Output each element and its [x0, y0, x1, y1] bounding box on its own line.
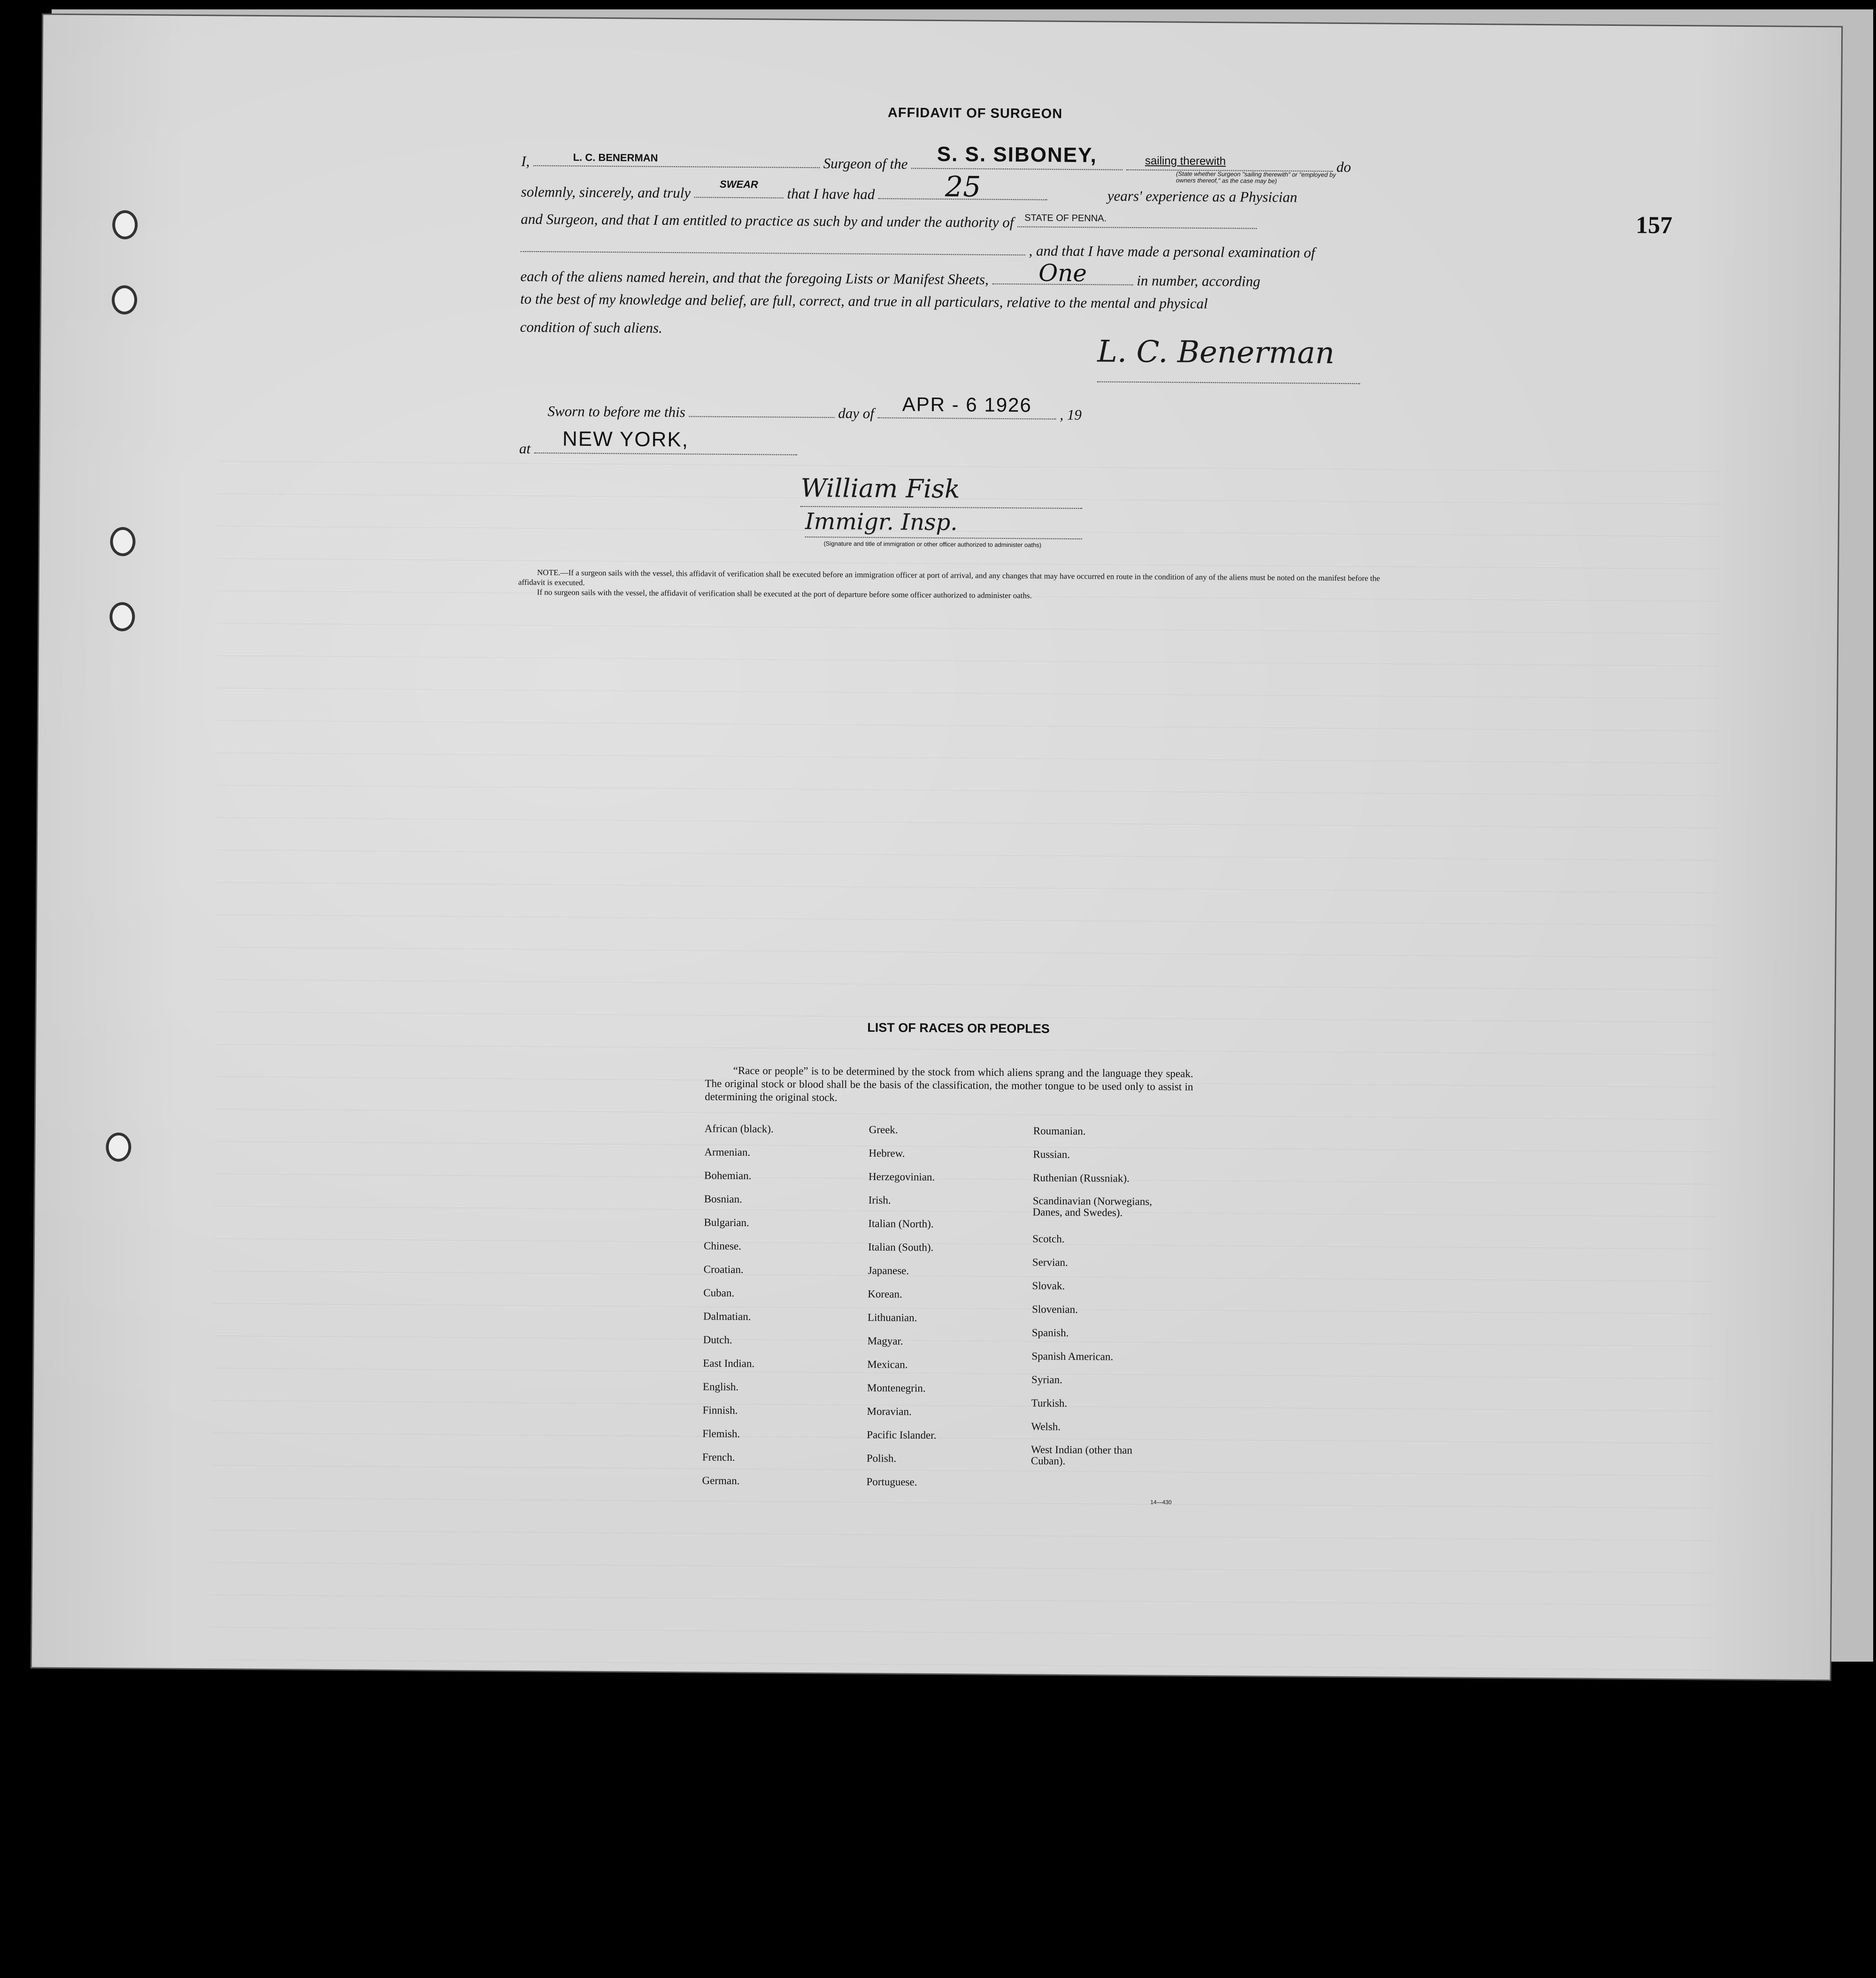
sailing-status: sailing therewith: [1145, 154, 1226, 168]
form-code: 14—430: [1150, 1499, 1172, 1506]
sheets-count-field: [992, 259, 1133, 287]
race-item: Spanish.: [1031, 1326, 1069, 1339]
race-item: Bulgarian.: [704, 1216, 749, 1229]
race-item: Korean.: [868, 1288, 902, 1300]
officer-signature: William Fisk: [800, 473, 1082, 509]
race-item: Greek.: [869, 1124, 898, 1136]
race-item: Scandinavian (Norwegians, Danes, and Swedes).: [1032, 1195, 1153, 1219]
affidavit-line-5: each of the aliens named herein, and that the foregoing Lists or Manifest Sheets, One in number, according: [520, 259, 1261, 290]
race-item: Hebrew.: [869, 1147, 905, 1159]
authority-continuation-field: [521, 234, 1025, 256]
race-item: Irish.: [868, 1194, 891, 1206]
vessel-name: S. S. SIBONEY,: [937, 142, 1097, 167]
affidavit-line-3: and Surgeon, and that I am entitled to practice as such by and under the authority of STATE OF PENNA.: [521, 206, 1257, 233]
race-item: Servian.: [1032, 1256, 1068, 1268]
race-item: Italian (North).: [868, 1218, 934, 1230]
race-item: Slovenian.: [1032, 1303, 1078, 1316]
race-item: Flemish.: [702, 1427, 740, 1440]
race-item: Turkish.: [1031, 1397, 1068, 1409]
binder-hole-icon: [106, 1133, 131, 1162]
race-item: Lithuanian.: [867, 1311, 917, 1324]
race-item: German.: [702, 1474, 740, 1487]
affidavit-line-6: to the best of my knowledge and belief, are full, correct, and true in all particulars, relative to the mental and physical: [520, 290, 1208, 312]
sailing-status-field: [1126, 152, 1333, 172]
race-item: Japanese.: [868, 1265, 909, 1277]
races-intro: “Race or people” is to be determined by the stock from which aliens sprang and the language they speak. The original stock or blood shall be the basis of the classification, the mother tongue to be used only to assist in determining the original stock.: [705, 1064, 1193, 1104]
manifest-page: [32, 15, 1841, 1680]
race-item: Italian (South).: [868, 1241, 934, 1253]
race-item: Roumanian.: [1033, 1125, 1086, 1137]
officer-title-signature: Immigr. Insp.: [805, 508, 1082, 539]
affidavit-note: [518, 567, 1406, 603]
note-no-surgeon: If no surgeon sails with the vessel, the affidavit of verification shall be executed at the port of departure before some officer authorized to administer oaths.: [537, 588, 1032, 600]
sailing-status-instruction: (State whether Surgeon "sailing therewith" or "employed by owners thereof," as the case may be): [1176, 170, 1336, 185]
page-number: 157: [1636, 212, 1673, 239]
race-item: Mexican.: [867, 1358, 908, 1371]
sworn-line: Sworn to before me this day of APR - 6 1926 , 19: [547, 393, 1082, 423]
race-item: Portuguese.: [866, 1475, 917, 1488]
officer-caption: (Signature and title of immigration or other officer authorized to administer oaths): [823, 540, 1042, 549]
affidavit-title: AFFIDAVIT OF SURGEON: [887, 105, 1063, 122]
years-field: [878, 170, 1047, 204]
surgeon-name: L. C. BENERMAN: [573, 151, 658, 164]
date-field: [878, 393, 1056, 420]
race-item: Montenegrin.: [867, 1381, 926, 1394]
oath-word: SWEAR: [719, 178, 758, 191]
race-item: Russian.: [1033, 1148, 1070, 1160]
sworn-day-field: [689, 399, 834, 418]
place-value: NEW YORK,: [562, 427, 689, 452]
binder-holes: [102, 15, 142, 1668]
authority-value: STATE OF PENNA.: [1024, 213, 1107, 224]
affidavit-of-surgeon: [519, 89, 1414, 549]
race-item: Finnish.: [702, 1404, 738, 1417]
authority-field: [1017, 209, 1257, 229]
race-item: Pacific Islander.: [867, 1428, 937, 1441]
race-item: Bohemian.: [704, 1169, 752, 1182]
race-item: Cuban.: [703, 1287, 735, 1299]
race-item: Dutch.: [703, 1334, 732, 1346]
place-line: at NEW YORK,: [519, 434, 797, 459]
affidavit-line-4: , and that I have made a personal examination of: [521, 234, 1315, 261]
race-item: East Indian.: [703, 1357, 755, 1370]
race-item: Scotch.: [1032, 1233, 1065, 1245]
binder-hole-icon: [109, 602, 135, 631]
race-item: Chinese.: [703, 1240, 742, 1252]
vessel-field: [911, 142, 1123, 170]
sheets-count: One: [1038, 259, 1087, 287]
surgeon-name-field: [533, 147, 820, 168]
races-title: LIST OF RACES OR PEOPLES: [867, 1020, 1050, 1036]
binder-hole-icon: [112, 210, 138, 239]
race-item: Polish.: [866, 1452, 897, 1464]
race-item: Armenian.: [704, 1146, 751, 1158]
race-item: Spanish American.: [1031, 1350, 1114, 1363]
note-surgeon-sails: NOTE.—If a surgeon sails with the vessel, this affidavit of verification shall be executed before an immigration officer at port of arrival, and any changes that may have occurred en route in the condition of any of the aliens must be noted on the manifest before the affidavit is executed.: [518, 568, 1380, 587]
surgeon-signature: L. C. Benerman: [1097, 334, 1361, 384]
race-item: Slovak.: [1032, 1280, 1065, 1292]
race-item: African (black).: [704, 1122, 774, 1135]
place-field: [534, 427, 797, 455]
years-value: 25: [945, 170, 981, 204]
race-item: Herzegovinian.: [869, 1171, 935, 1183]
binder-hole-icon: [112, 285, 137, 314]
race-item: French.: [702, 1451, 735, 1464]
date-stamp: APR - 6 1926: [902, 393, 1032, 416]
oath-field: [694, 179, 784, 198]
affidavit-line-2: solemnly, sincerely, and truly SWEAR that I have had 25 years' experience as a Physician: [521, 170, 1298, 206]
race-item: Welsh.: [1031, 1420, 1061, 1433]
race-item: English.: [702, 1380, 739, 1393]
race-item: Magyar.: [867, 1334, 903, 1347]
race-item: Dalmatian.: [703, 1310, 751, 1323]
binder-hole-icon: [110, 527, 135, 556]
affidavit-line-7: condition of such aliens.: [520, 318, 662, 336]
race-item: Moravian.: [867, 1405, 912, 1418]
race-item: Ruthenian (Russniak).: [1033, 1172, 1130, 1184]
affidavit-line-1: I, L. C. BENERMAN Surgeon of the S. S. SIBONEY, sailing therewith do: [521, 147, 1351, 176]
race-item: Croatian.: [703, 1263, 744, 1276]
race-item: West Indian (other than Cuban).: [1030, 1443, 1133, 1467]
race-item: Bosnian.: [704, 1193, 742, 1205]
race-item: Syrian.: [1031, 1373, 1062, 1386]
